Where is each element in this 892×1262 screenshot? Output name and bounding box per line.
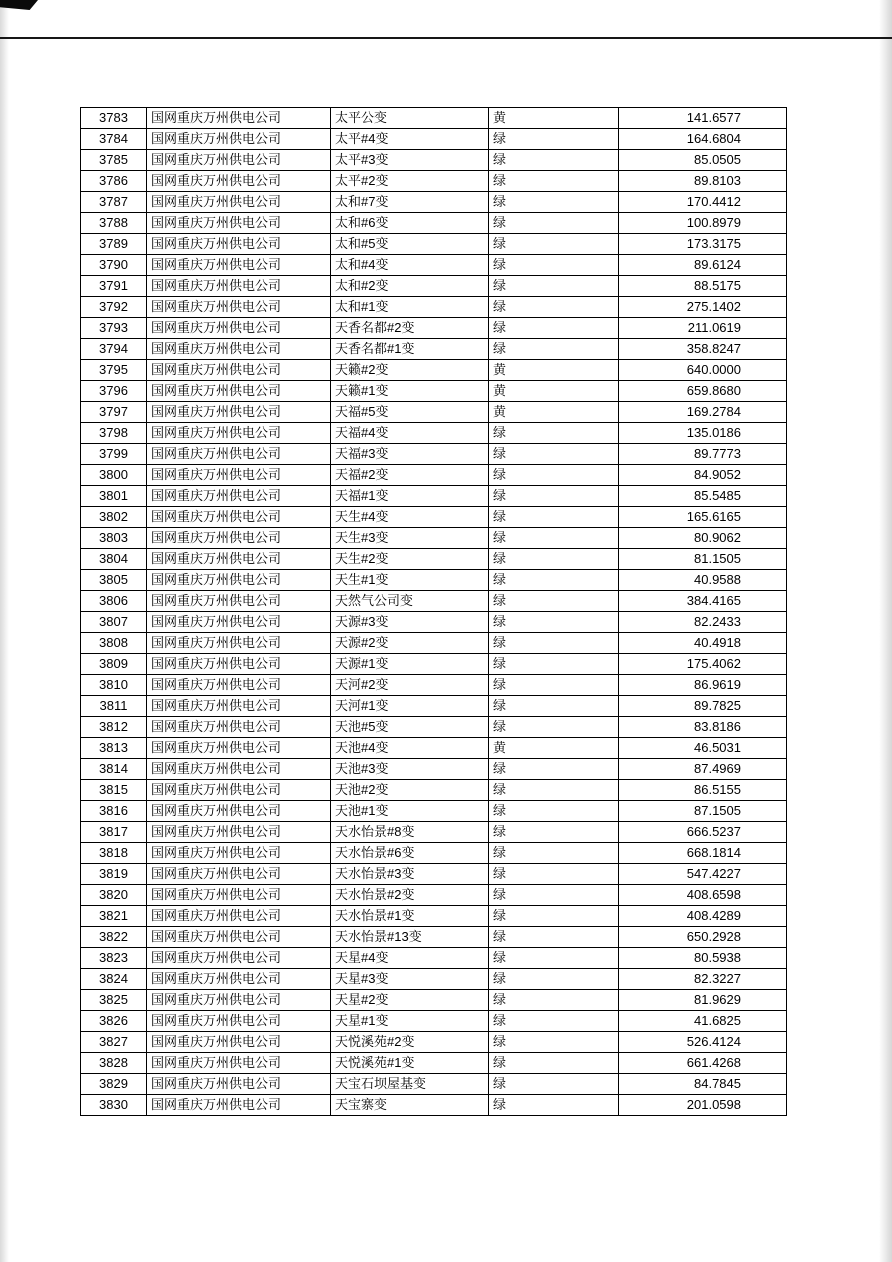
table-row — [81, 1011, 787, 1032]
status-cell: 绿 — [489, 528, 619, 549]
station-cell: 天星#1变 — [331, 1011, 489, 1032]
table-row — [81, 465, 787, 486]
value-cell: 40.9588 — [619, 570, 787, 591]
station-cell: 天生#4变 — [331, 507, 489, 528]
value-cell: 526.4124 — [619, 1032, 787, 1053]
company-cell: 国网重庆万州供电公司 — [147, 549, 331, 570]
status-cell: 绿 — [489, 717, 619, 738]
table-row — [81, 1095, 787, 1116]
company-cell: 国网重庆万州供电公司 — [147, 1095, 331, 1116]
station-cell: 天宝石坝屋基变 — [331, 1074, 489, 1095]
company-cell: 国网重庆万州供电公司 — [147, 360, 331, 381]
row-number-cell: 3792 — [81, 297, 147, 318]
value-cell: 408.6598 — [619, 885, 787, 906]
row-number-cell: 3787 — [81, 192, 147, 213]
table-row — [81, 612, 787, 633]
table-row — [81, 234, 787, 255]
value-cell: 666.5237 — [619, 822, 787, 843]
table-row — [81, 213, 787, 234]
station-cell: 天源#3变 — [331, 612, 489, 633]
station-cell: 天池#1变 — [331, 801, 489, 822]
status-cell: 绿 — [489, 843, 619, 864]
company-cell: 国网重庆万州供电公司 — [147, 1032, 331, 1053]
status-cell: 绿 — [489, 822, 619, 843]
row-number-cell: 3819 — [81, 864, 147, 885]
row-number-cell: 3816 — [81, 801, 147, 822]
table-row — [81, 171, 787, 192]
company-cell: 国网重庆万州供电公司 — [147, 276, 331, 297]
status-cell: 绿 — [489, 549, 619, 570]
data-table — [80, 107, 787, 1116]
status-cell: 绿 — [489, 255, 619, 276]
table-row — [81, 717, 787, 738]
status-cell: 绿 — [489, 171, 619, 192]
value-cell: 85.5485 — [619, 486, 787, 507]
station-cell: 天香名都#1变 — [331, 339, 489, 360]
value-cell: 640.0000 — [619, 360, 787, 381]
station-cell: 天星#3变 — [331, 969, 489, 990]
company-cell: 国网重庆万州供电公司 — [147, 717, 331, 738]
row-number-cell: 3793 — [81, 318, 147, 339]
value-cell: 87.4969 — [619, 759, 787, 780]
row-number-cell: 3826 — [81, 1011, 147, 1032]
value-cell: 84.7845 — [619, 1074, 787, 1095]
status-cell: 绿 — [489, 339, 619, 360]
company-cell: 国网重庆万州供电公司 — [147, 738, 331, 759]
company-cell: 国网重庆万州供电公司 — [147, 528, 331, 549]
value-cell: 89.6124 — [619, 255, 787, 276]
page-right-edge-shading — [879, 0, 892, 1262]
table-body — [81, 108, 787, 1116]
company-cell: 国网重庆万州供电公司 — [147, 234, 331, 255]
company-cell: 国网重庆万州供电公司 — [147, 381, 331, 402]
company-cell: 国网重庆万州供电公司 — [147, 1074, 331, 1095]
row-number-cell: 3794 — [81, 339, 147, 360]
page-left-edge-shading — [0, 0, 9, 1262]
station-cell: 太平#4变 — [331, 129, 489, 150]
status-cell: 绿 — [489, 276, 619, 297]
company-cell: 国网重庆万州供电公司 — [147, 318, 331, 339]
table-row — [81, 297, 787, 318]
company-cell: 国网重庆万州供电公司 — [147, 591, 331, 612]
table-row — [81, 570, 787, 591]
company-cell: 国网重庆万州供电公司 — [147, 570, 331, 591]
status-cell: 黄 — [489, 402, 619, 423]
value-cell: 211.0619 — [619, 318, 787, 339]
company-cell: 国网重庆万州供电公司 — [147, 150, 331, 171]
horizontal-rule — [0, 37, 892, 39]
status-cell: 绿 — [489, 927, 619, 948]
table-row — [81, 255, 787, 276]
value-cell: 668.1814 — [619, 843, 787, 864]
row-number-cell: 3810 — [81, 675, 147, 696]
value-cell: 86.9619 — [619, 675, 787, 696]
company-cell: 国网重庆万州供电公司 — [147, 990, 331, 1011]
status-cell: 绿 — [489, 423, 619, 444]
table-row — [81, 339, 787, 360]
company-cell: 国网重庆万州供电公司 — [147, 759, 331, 780]
table-row — [81, 738, 787, 759]
status-cell: 绿 — [489, 990, 619, 1011]
status-cell: 绿 — [489, 192, 619, 213]
station-cell: 天池#2变 — [331, 780, 489, 801]
value-cell: 135.0186 — [619, 423, 787, 444]
status-cell: 绿 — [489, 1074, 619, 1095]
status-cell: 绿 — [489, 1032, 619, 1053]
status-cell: 绿 — [489, 885, 619, 906]
table-row — [81, 528, 787, 549]
station-cell: 天福#2变 — [331, 465, 489, 486]
table-row — [81, 843, 787, 864]
status-cell: 绿 — [489, 297, 619, 318]
status-cell: 绿 — [489, 906, 619, 927]
row-number-cell: 3805 — [81, 570, 147, 591]
row-number-cell: 3812 — [81, 717, 147, 738]
company-cell: 国网重庆万州供电公司 — [147, 1053, 331, 1074]
status-cell: 绿 — [489, 570, 619, 591]
company-cell: 国网重庆万州供电公司 — [147, 654, 331, 675]
station-cell: 天生#3变 — [331, 528, 489, 549]
value-cell: 88.5175 — [619, 276, 787, 297]
station-cell: 天水怡景#6变 — [331, 843, 489, 864]
status-cell: 绿 — [489, 234, 619, 255]
value-cell: 169.2784 — [619, 402, 787, 423]
row-number-cell: 3803 — [81, 528, 147, 549]
row-number-cell: 3824 — [81, 969, 147, 990]
row-number-cell: 3797 — [81, 402, 147, 423]
value-cell: 164.6804 — [619, 129, 787, 150]
row-number-cell: 3809 — [81, 654, 147, 675]
row-number-cell: 3825 — [81, 990, 147, 1011]
company-cell: 国网重庆万州供电公司 — [147, 948, 331, 969]
station-cell: 天然气公司变 — [331, 591, 489, 612]
station-cell: 太平#3变 — [331, 150, 489, 171]
row-number-cell: 3800 — [81, 465, 147, 486]
station-cell: 天源#2变 — [331, 633, 489, 654]
row-number-cell: 3788 — [81, 213, 147, 234]
table-row — [81, 486, 787, 507]
row-number-cell: 3828 — [81, 1053, 147, 1074]
status-cell: 绿 — [489, 948, 619, 969]
table-row — [81, 696, 787, 717]
company-cell: 国网重庆万州供电公司 — [147, 423, 331, 444]
station-cell: 天宝寨变 — [331, 1095, 489, 1116]
status-cell: 黄 — [489, 381, 619, 402]
station-cell: 天星#2变 — [331, 990, 489, 1011]
station-cell: 天籁#2变 — [331, 360, 489, 381]
table-row — [81, 381, 787, 402]
row-number-cell: 3829 — [81, 1074, 147, 1095]
value-cell: 87.1505 — [619, 801, 787, 822]
status-cell: 绿 — [489, 1095, 619, 1116]
table-row — [81, 801, 787, 822]
station-cell: 天水怡景#8变 — [331, 822, 489, 843]
row-number-cell: 3820 — [81, 885, 147, 906]
status-cell: 绿 — [489, 633, 619, 654]
table-row — [81, 150, 787, 171]
table-row — [81, 591, 787, 612]
status-cell: 绿 — [489, 486, 619, 507]
row-number-cell: 3786 — [81, 171, 147, 192]
value-cell: 83.8186 — [619, 717, 787, 738]
station-cell: 天福#1变 — [331, 486, 489, 507]
value-cell: 141.6577 — [619, 108, 787, 129]
row-number-cell: 3789 — [81, 234, 147, 255]
value-cell: 89.8103 — [619, 171, 787, 192]
table-row — [81, 864, 787, 885]
table-row — [81, 906, 787, 927]
company-cell: 国网重庆万州供电公司 — [147, 780, 331, 801]
value-cell: 173.3175 — [619, 234, 787, 255]
value-cell: 84.9052 — [619, 465, 787, 486]
row-number-cell: 3785 — [81, 150, 147, 171]
value-cell: 46.5031 — [619, 738, 787, 759]
station-cell: 太和#2变 — [331, 276, 489, 297]
value-cell: 41.6825 — [619, 1011, 787, 1032]
value-cell: 547.4227 — [619, 864, 787, 885]
station-cell: 天河#2变 — [331, 675, 489, 696]
status-cell: 绿 — [489, 1053, 619, 1074]
value-cell: 100.8979 — [619, 213, 787, 234]
value-cell: 408.4289 — [619, 906, 787, 927]
company-cell: 国网重庆万州供电公司 — [147, 1011, 331, 1032]
table-container — [80, 107, 787, 1116]
station-cell: 天水怡景#13变 — [331, 927, 489, 948]
company-cell: 国网重庆万州供电公司 — [147, 822, 331, 843]
table-row — [81, 780, 787, 801]
station-cell: 天福#3变 — [331, 444, 489, 465]
row-number-cell: 3802 — [81, 507, 147, 528]
row-number-cell: 3823 — [81, 948, 147, 969]
station-cell: 太和#5变 — [331, 234, 489, 255]
company-cell: 国网重庆万州供电公司 — [147, 675, 331, 696]
station-cell: 天河#1变 — [331, 696, 489, 717]
company-cell: 国网重庆万州供电公司 — [147, 864, 331, 885]
value-cell: 659.8680 — [619, 381, 787, 402]
station-cell: 天生#2变 — [331, 549, 489, 570]
value-cell: 86.5155 — [619, 780, 787, 801]
status-cell: 绿 — [489, 591, 619, 612]
row-number-cell: 3813 — [81, 738, 147, 759]
table-row — [81, 507, 787, 528]
station-cell: 太和#7变 — [331, 192, 489, 213]
row-number-cell: 3799 — [81, 444, 147, 465]
company-cell: 国网重庆万州供电公司 — [147, 969, 331, 990]
company-cell: 国网重庆万州供电公司 — [147, 696, 331, 717]
status-cell: 绿 — [489, 864, 619, 885]
table-row — [81, 885, 787, 906]
value-cell: 81.9629 — [619, 990, 787, 1011]
company-cell: 国网重庆万州供电公司 — [147, 927, 331, 948]
company-cell: 国网重庆万州供电公司 — [147, 486, 331, 507]
row-number-cell: 3817 — [81, 822, 147, 843]
status-cell: 绿 — [489, 318, 619, 339]
status-cell: 绿 — [489, 507, 619, 528]
value-cell: 89.7773 — [619, 444, 787, 465]
station-cell: 天生#1变 — [331, 570, 489, 591]
station-cell: 天香名都#2变 — [331, 318, 489, 339]
station-cell: 太和#6变 — [331, 213, 489, 234]
station-cell: 天福#4变 — [331, 423, 489, 444]
table-row — [81, 1032, 787, 1053]
station-cell: 天星#4变 — [331, 948, 489, 969]
company-cell: 国网重庆万州供电公司 — [147, 612, 331, 633]
row-number-cell: 3783 — [81, 108, 147, 129]
row-number-cell: 3798 — [81, 423, 147, 444]
station-cell: 天悦溪苑#1变 — [331, 1053, 489, 1074]
table-row — [81, 1053, 787, 1074]
row-number-cell: 3821 — [81, 906, 147, 927]
table-row — [81, 108, 787, 129]
value-cell: 82.2433 — [619, 612, 787, 633]
station-cell: 太平#2变 — [331, 171, 489, 192]
value-cell: 80.5938 — [619, 948, 787, 969]
status-cell: 绿 — [489, 654, 619, 675]
value-cell: 80.9062 — [619, 528, 787, 549]
table-row — [81, 360, 787, 381]
station-cell: 太和#4变 — [331, 255, 489, 276]
row-number-cell: 3801 — [81, 486, 147, 507]
row-number-cell: 3791 — [81, 276, 147, 297]
value-cell: 275.1402 — [619, 297, 787, 318]
value-cell: 201.0598 — [619, 1095, 787, 1116]
table-row — [81, 129, 787, 150]
value-cell: 661.4268 — [619, 1053, 787, 1074]
table-row — [81, 759, 787, 780]
value-cell: 82.3227 — [619, 969, 787, 990]
status-cell: 绿 — [489, 150, 619, 171]
company-cell: 国网重庆万州供电公司 — [147, 297, 331, 318]
table-row — [81, 549, 787, 570]
table-row — [81, 1074, 787, 1095]
value-cell: 650.2928 — [619, 927, 787, 948]
status-cell: 绿 — [489, 612, 619, 633]
table-row — [81, 948, 787, 969]
company-cell: 国网重庆万州供电公司 — [147, 801, 331, 822]
company-cell: 国网重庆万州供电公司 — [147, 465, 331, 486]
status-cell: 绿 — [489, 801, 619, 822]
status-cell: 绿 — [489, 780, 619, 801]
value-cell: 358.8247 — [619, 339, 787, 360]
value-cell: 81.1505 — [619, 549, 787, 570]
status-cell: 绿 — [489, 465, 619, 486]
table-row — [81, 402, 787, 423]
station-cell: 天水怡景#1变 — [331, 906, 489, 927]
company-cell: 国网重庆万州供电公司 — [147, 885, 331, 906]
row-number-cell: 3807 — [81, 612, 147, 633]
value-cell: 165.6165 — [619, 507, 787, 528]
row-number-cell: 3830 — [81, 1095, 147, 1116]
value-cell: 40.4918 — [619, 633, 787, 654]
status-cell: 绿 — [489, 759, 619, 780]
row-number-cell: 3796 — [81, 381, 147, 402]
station-cell: 太平公变 — [331, 108, 489, 129]
row-number-cell: 3811 — [81, 696, 147, 717]
station-cell: 太和#1变 — [331, 297, 489, 318]
row-number-cell: 3804 — [81, 549, 147, 570]
value-cell: 89.7825 — [619, 696, 787, 717]
company-cell: 国网重庆万州供电公司 — [147, 633, 331, 654]
row-number-cell: 3795 — [81, 360, 147, 381]
station-cell: 天福#5变 — [331, 402, 489, 423]
station-cell: 天水怡景#2变 — [331, 885, 489, 906]
row-number-cell: 3818 — [81, 843, 147, 864]
table-row — [81, 927, 787, 948]
company-cell: 国网重庆万州供电公司 — [147, 906, 331, 927]
status-cell: 绿 — [489, 1011, 619, 1032]
status-cell: 绿 — [489, 675, 619, 696]
station-cell: 天悦溪苑#2变 — [331, 1032, 489, 1053]
status-cell: 黄 — [489, 360, 619, 381]
status-cell: 绿 — [489, 444, 619, 465]
row-number-cell: 3822 — [81, 927, 147, 948]
station-cell: 天池#5变 — [331, 717, 489, 738]
company-cell: 国网重庆万州供电公司 — [147, 444, 331, 465]
table-row — [81, 822, 787, 843]
value-cell: 170.4412 — [619, 192, 787, 213]
row-number-cell: 3815 — [81, 780, 147, 801]
status-cell: 绿 — [489, 129, 619, 150]
row-number-cell: 3827 — [81, 1032, 147, 1053]
table-row — [81, 444, 787, 465]
value-cell: 384.4165 — [619, 591, 787, 612]
table-row — [81, 675, 787, 696]
company-cell: 国网重庆万州供电公司 — [147, 171, 331, 192]
station-cell: 天水怡景#3变 — [331, 864, 489, 885]
row-number-cell: 3784 — [81, 129, 147, 150]
value-cell: 175.4062 — [619, 654, 787, 675]
table-row — [81, 276, 787, 297]
status-cell: 黄 — [489, 108, 619, 129]
table-row — [81, 990, 787, 1011]
row-number-cell: 3790 — [81, 255, 147, 276]
company-cell: 国网重庆万州供电公司 — [147, 108, 331, 129]
row-number-cell: 3806 — [81, 591, 147, 612]
row-number-cell: 3808 — [81, 633, 147, 654]
table-row — [81, 423, 787, 444]
station-cell: 天源#1变 — [331, 654, 489, 675]
row-number-cell: 3814 — [81, 759, 147, 780]
company-cell: 国网重庆万州供电公司 — [147, 129, 331, 150]
table-row — [81, 633, 787, 654]
company-cell: 国网重庆万州供电公司 — [147, 213, 331, 234]
status-cell: 黄 — [489, 738, 619, 759]
station-cell: 天池#3变 — [331, 759, 489, 780]
value-cell: 85.0505 — [619, 150, 787, 171]
table-row — [81, 318, 787, 339]
status-cell: 绿 — [489, 213, 619, 234]
status-cell: 绿 — [489, 696, 619, 717]
status-cell: 绿 — [489, 969, 619, 990]
table-row — [81, 969, 787, 990]
table-row — [81, 654, 787, 675]
company-cell: 国网重庆万州供电公司 — [147, 192, 331, 213]
company-cell: 国网重庆万州供电公司 — [147, 402, 331, 423]
station-cell: 天池#4变 — [331, 738, 489, 759]
company-cell: 国网重庆万州供电公司 — [147, 507, 331, 528]
company-cell: 国网重庆万州供电公司 — [147, 339, 331, 360]
company-cell: 国网重庆万州供电公司 — [147, 843, 331, 864]
station-cell: 天籁#1变 — [331, 381, 489, 402]
company-cell: 国网重庆万州供电公司 — [147, 255, 331, 276]
table-row — [81, 192, 787, 213]
